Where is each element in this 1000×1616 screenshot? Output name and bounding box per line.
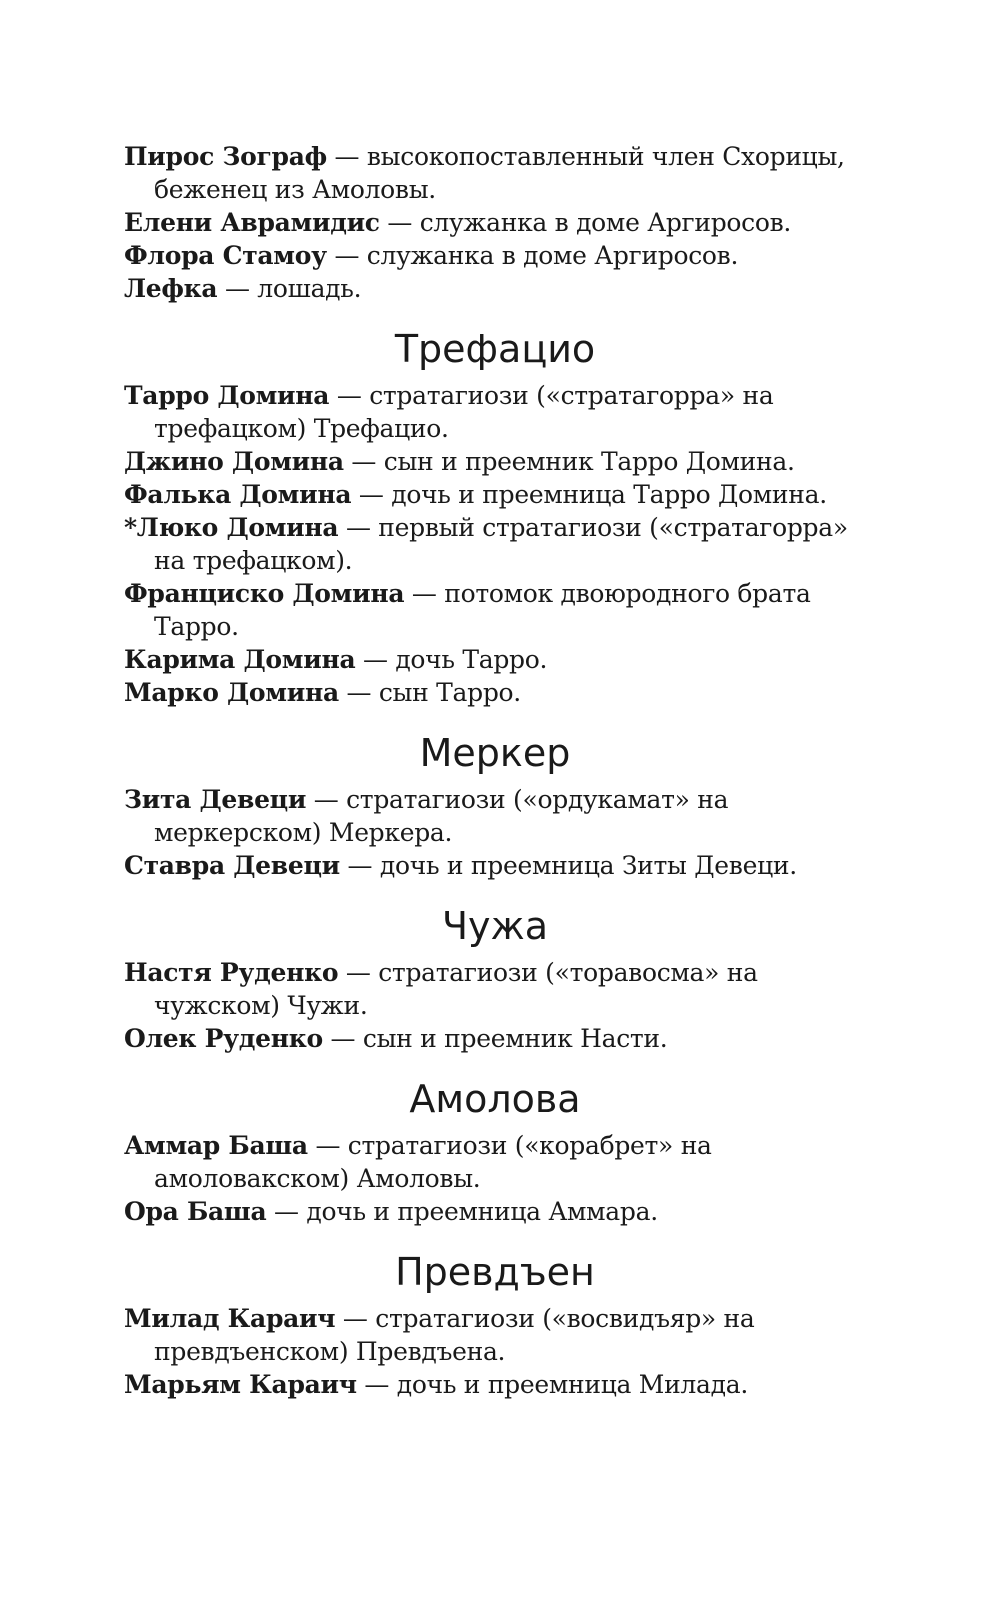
character-description: — дочь и преемница Зиты Девеци.	[339, 851, 797, 880]
character-name: Франциско Домина	[124, 579, 405, 608]
character-description: — сын и преемник Насти.	[322, 1024, 668, 1053]
character-description: — сын Тарро.	[338, 678, 521, 707]
character-name: Лефка	[124, 274, 218, 303]
character-description: — дочь и преемница Милада.	[356, 1370, 748, 1399]
character-name: Фалька Домина	[124, 480, 352, 509]
character-name: Пирос Зограф	[124, 142, 327, 171]
character-name: Ставра Девеци	[124, 851, 340, 880]
character-entry	[124, 379, 884, 445]
character-entry	[124, 577, 884, 643]
character-description: — дочь и преемница Тарро Домина.	[351, 480, 827, 509]
character-entry	[124, 1022, 884, 1055]
character-description: — служанка в доме Аргиросов.	[326, 241, 739, 270]
character-name: Настя Руденко	[124, 958, 339, 987]
character-description: — стратагиози («восвидъяр» на превдъенском) Превдъена.	[154, 1304, 755, 1366]
character-description: — первый стратагиози («стратагорра» на трефацком).	[154, 513, 848, 575]
character-entry	[124, 956, 884, 1022]
character-name: Карима Домина	[124, 645, 356, 674]
character-description: — дочь и преемница Аммара.	[266, 1197, 658, 1226]
character-name: Елени Аврамидис	[124, 208, 380, 237]
character-entry	[124, 1195, 884, 1228]
group-trefacio	[124, 325, 884, 709]
character-name: Аммар Баша	[124, 1131, 308, 1160]
character-name: Флора Стамоу	[124, 241, 327, 270]
section-title: Превдъен	[395, 1250, 595, 1294]
character-entry	[124, 849, 884, 882]
group-prevdyen	[124, 1248, 884, 1401]
group-amolova	[124, 1075, 884, 1228]
character-entry	[124, 643, 884, 676]
character-name: *Люко Домина	[124, 513, 339, 542]
character-entry	[124, 676, 884, 709]
section-title: Трефацио	[394, 327, 596, 371]
group-chuzha	[124, 902, 884, 1055]
character-name: Милад Караич	[124, 1304, 336, 1333]
character-name: Олек Руденко	[124, 1024, 323, 1053]
character-description: — стратагиози («корабрет» на амоловакском) Амоловы.	[154, 1131, 712, 1193]
character-name: Марко Домина	[124, 678, 339, 707]
character-entry	[124, 272, 884, 305]
character-description: — потомок двоюродного брата Тарро.	[154, 579, 811, 641]
character-description: — стратагиози («стратагорра» на трефацком) Трефацио.	[154, 381, 774, 443]
character-entry	[124, 239, 884, 272]
section-title: Амолова	[409, 1077, 581, 1121]
character-entry	[124, 783, 884, 849]
character-name: Марьям Караич	[124, 1370, 357, 1399]
character-name: Джино Домина	[124, 447, 344, 476]
character-description: — высокопоставленный член Схорицы, беженец из Амоловы.	[154, 142, 845, 204]
character-description: — служанка в доме Аргиросов.	[379, 208, 792, 237]
character-entry	[124, 140, 884, 206]
character-entry	[124, 1368, 884, 1401]
character-entry	[124, 445, 884, 478]
character-name: Зита Девеци	[124, 785, 307, 814]
group-unnamed	[124, 140, 884, 305]
character-name: Ора Баша	[124, 1197, 267, 1226]
character-description: — лошадь.	[217, 274, 362, 303]
section-title: Чужа	[441, 904, 549, 948]
character-entry	[124, 206, 884, 239]
page-content	[124, 140, 884, 1401]
character-description: — стратагиози («ордукамат» на меркерском) Меркера.	[154, 785, 729, 847]
character-description: — дочь Тарро.	[355, 645, 548, 674]
character-name: Тарро Домина	[124, 381, 330, 410]
character-entry	[124, 511, 884, 577]
character-entry	[124, 1302, 884, 1368]
group-merker	[124, 729, 884, 882]
section-title: Меркер	[419, 731, 571, 775]
character-description: — сын и преемник Тарро Домина.	[343, 447, 795, 476]
character-entry	[124, 478, 884, 511]
character-description: — стратагиози («торавосма» на чужском) Чужи.	[154, 958, 758, 1020]
character-entry	[124, 1129, 884, 1195]
